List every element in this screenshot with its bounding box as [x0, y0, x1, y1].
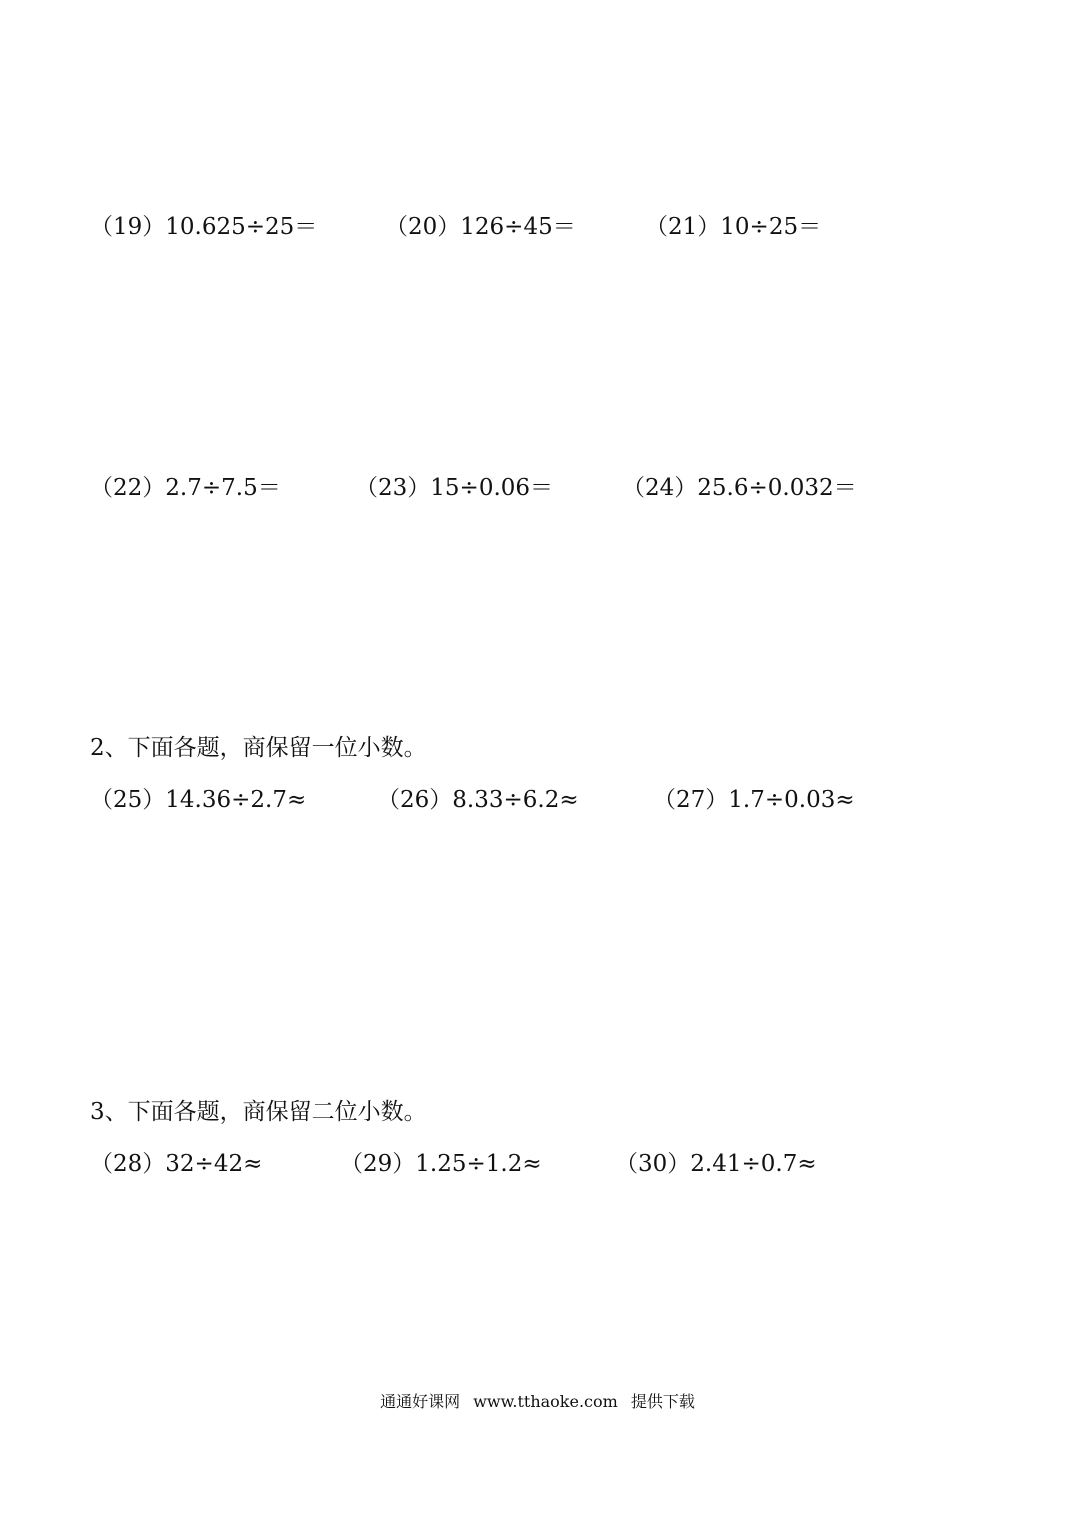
footer-suffix: 提供下载: [630, 1392, 695, 1411]
problem-22: [90, 473, 281, 503]
problem-26: [377, 785, 579, 815]
problem-expression: 10.625÷25＝: [165, 214, 318, 240]
problem-20: [385, 212, 576, 242]
problem-24: [622, 473, 857, 503]
problem-number: （27）: [653, 787, 729, 813]
problem-expression: 1.7÷0.03≈: [728, 787, 855, 813]
problem-expression: 126÷45＝: [460, 214, 576, 240]
problem-expression: 8.33÷6.2≈: [452, 787, 579, 813]
problem-25: [90, 785, 306, 815]
problem-number: （20）: [385, 214, 461, 240]
problem-number: （28）: [90, 1151, 166, 1177]
problem-number: （21）: [645, 214, 721, 240]
problem-30: [615, 1149, 817, 1179]
page-footer: [0, 1390, 1075, 1414]
problem-28: [90, 1149, 262, 1179]
problem-29: [340, 1149, 542, 1179]
problem-expression: 25.6÷0.032＝: [697, 475, 857, 501]
problem-expression: 10÷25＝: [720, 214, 822, 240]
problem-number: （25）: [90, 787, 166, 813]
footer-site-name: 通通好课网: [380, 1392, 461, 1411]
footer-url: www.tthaoke.com: [473, 1392, 618, 1411]
problem-expression: 32÷42≈: [165, 1151, 263, 1177]
problem-expression: 1.25÷1.2≈: [415, 1151, 542, 1177]
problem-number: （22）: [90, 475, 166, 501]
problem-expression: 14.36÷2.7≈: [165, 787, 307, 813]
problem-21: [645, 212, 821, 242]
problem-expression: 2.41÷0.7≈: [690, 1151, 817, 1177]
problem-row-3: [0, 785, 1075, 825]
problem-row-2: [0, 473, 1075, 513]
problem-23: [355, 473, 553, 503]
section-2-heading: 2、下面各题，商保留一位小数。: [90, 735, 427, 761]
problem-number: （26）: [377, 787, 453, 813]
problem-number: （30）: [615, 1151, 691, 1177]
problem-row-1: [0, 212, 1075, 252]
problem-row-4: [0, 1149, 1075, 1189]
problem-27: [653, 785, 855, 815]
problem-number: （29）: [340, 1151, 416, 1177]
problem-expression: 15÷0.06＝: [430, 475, 554, 501]
problem-19: [90, 212, 317, 242]
problem-number: （23）: [355, 475, 431, 501]
section-3-heading: 3、下面各题，商保留二位小数。: [90, 1099, 427, 1125]
problem-number: （19）: [90, 214, 166, 240]
problem-expression: 2.7÷7.5＝: [165, 475, 281, 501]
problem-number: （24）: [622, 475, 698, 501]
